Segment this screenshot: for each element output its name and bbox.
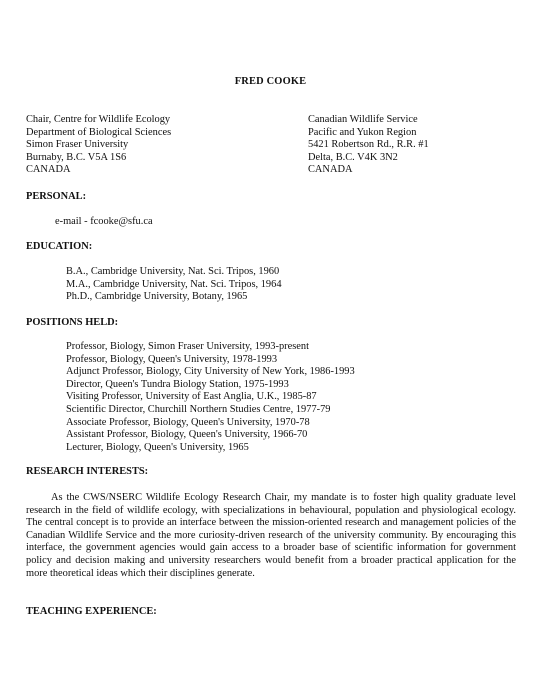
research-heading: RESEARCH INTERESTS: [26,466,149,477]
address-line: Department of Biological Sciences [26,126,172,138]
position-item: Director, Queen's Tundra Biology Station, 1975-1993 [66,378,289,390]
address-block-left [26,114,171,177]
address-line: Canadian Wildlife Service [308,114,418,125]
address-line: 5421 Robertson Rd., R.R. #1 [308,139,429,151]
position-item: Associate Professor, Biology, Queen's University, 1970-78 [66,416,310,428]
email-line: e-mail - fcooke@sfu.ca [55,216,153,227]
personal-heading: PERSONAL: [26,191,87,202]
personal-list [55,216,153,229]
position-item: Lecturer, Biology, Queen's University, 1965 [66,441,249,453]
address-line: Burnaby, B.C. V5A 1S6 [26,151,127,163]
position-item: Visiting Professor, University of East Anglia, U.K., 1985-87 [66,391,317,403]
education-list [66,266,282,304]
teaching-heading: TEACHING EXPERIENCE: [26,606,157,617]
education-item: B.A., Cambridge University, Nat. Sci. Tripos, 1960 [66,266,280,277]
address-line: Delta, B.C. V4K 3N2 [308,151,398,163]
address-line: CANADA [308,164,353,176]
position-item: Professor, Biology, Queen's University, 1978-1993 [66,353,278,365]
document-title: FRED COOKE [234,76,307,87]
position-item: Scientific Director, Churchill Northern Studies Centre, 1977-79 [66,403,331,415]
position-item: Adjunct Professor, Biology, City University of New York, 1986-1993 [66,366,355,378]
address-line: Chair, Centre for Wildlife Ecology [26,114,171,125]
position-item: Professor, Biology, Simon Fraser University, 1993-present [66,341,309,352]
education-item: Ph.D., Cambridge University, Botany, 1965 [66,291,248,303]
position-item: Assistant Professor, Biology, Queen's University, 1966-70 [66,429,308,441]
address-line: Simon Fraser University [26,139,129,151]
education-item: M.A., Cambridge University, Nat. Sci. Tripos, 1964 [66,278,282,290]
address-line: CANADA [26,164,71,176]
address-block-right [308,114,429,177]
positions-heading: POSITIONS HELD: [26,317,119,328]
address-line: Pacific and Yukon Region [308,126,417,138]
positions-list [66,341,355,454]
education-heading: EDUCATION: [26,241,93,252]
research-paragraph: As the CWS/NSERC Wildlife Ecology Research Chair, my mandate is to foster high quality graduate level research in the field of wildlife ecology, with specializations in behavioural, population and physiological ecology. The central concept is to provide an interface between the mission-oriented research and management policies of the Canadian Wildlife Service and the more curiosity-driven research of the university community. By encouraging this interface, the government agencies would gain access to a broader base of scientific information for government policy and decision making and university researchers would benefit from a broader practical application for the more theoretical ideas which their disciplines generate. [26,492,516,579]
